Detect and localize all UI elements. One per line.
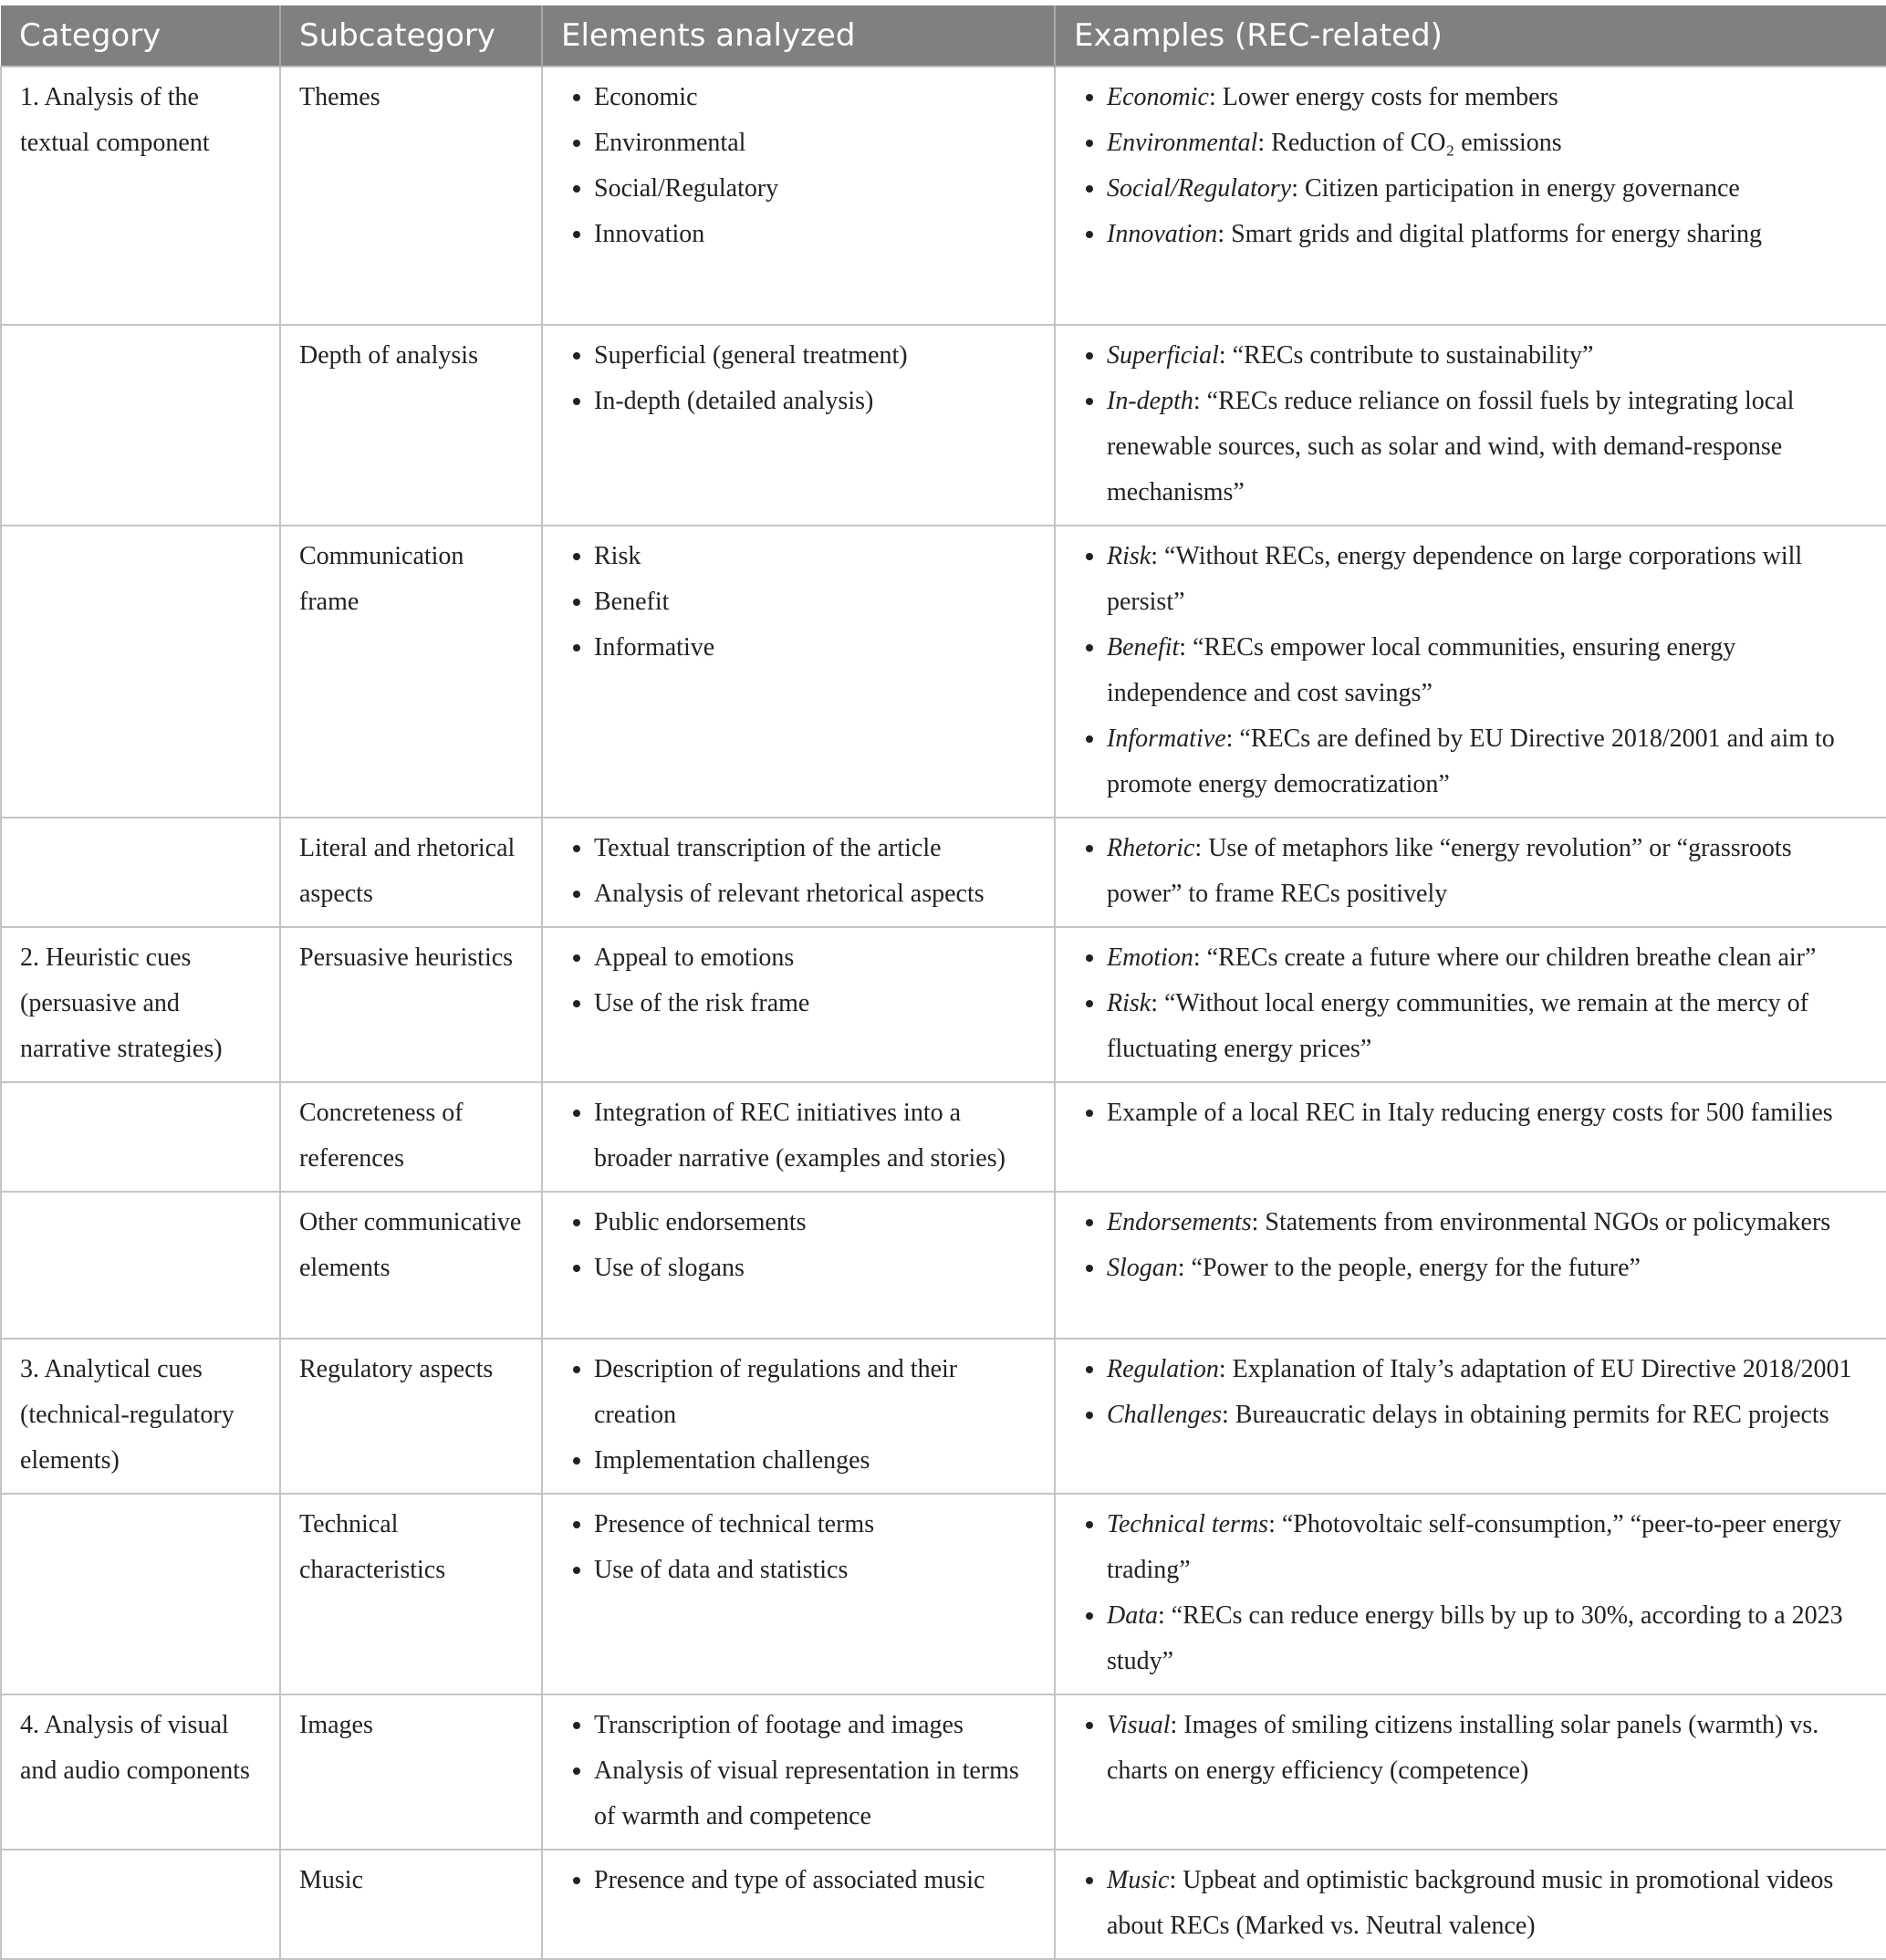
subcategory-cell: Themes <box>280 67 542 325</box>
table-row <box>1 1339 1886 1494</box>
elements-list <box>561 826 1036 917</box>
example-label: Slogan <box>1107 1254 1178 1282</box>
example-label: Economic <box>1107 83 1209 111</box>
example-text: : “RECs create a future where our children breathe clean air” <box>1193 944 1817 972</box>
element-item: • Economic <box>594 75 1036 120</box>
example-text: : Citizen participation in energy governance <box>1291 174 1740 203</box>
elements-cell <box>542 818 1055 927</box>
examples-list <box>1074 534 1868 808</box>
rec-analysis-table <box>0 5 1886 1960</box>
category-cell <box>1 325 280 526</box>
table-row <box>1 1494 1886 1694</box>
table-row <box>1 927 1886 1082</box>
example-text: : “RECs reduce reliance on fossil fuels by integrating local renewable sources, such as solar and wind, with demand-response mechanisms” <box>1107 387 1795 506</box>
example-text: Example of a local REC in Italy reducing energy costs for 500 families <box>1107 1099 1833 1127</box>
category-cell <box>1 1850 280 1959</box>
elements-list <box>561 333 1036 424</box>
example-text: : Upbeat and optimistic background music in promotional videos about RECs (Marked vs. Neutral valence) <box>1107 1866 1834 1940</box>
subcategory-cell: Regulatory aspects <box>280 1339 542 1494</box>
subcategory-cell: Images <box>280 1694 542 1850</box>
example-text: : “RECs can reduce energy bills by up to 30%, according to a 2023 study” <box>1107 1601 1843 1675</box>
category-cell <box>1 526 280 818</box>
element-item: • Use of the risk frame <box>594 981 1036 1027</box>
elements-cell <box>542 67 1055 325</box>
category-cell <box>1 1192 280 1339</box>
examples-cell <box>1055 1082 1886 1192</box>
elements-list <box>561 1200 1036 1291</box>
elements-cell <box>542 1339 1055 1494</box>
example-text: : Smart grids and digital platforms for energy sharing <box>1217 220 1763 248</box>
header-category: Category <box>1 5 280 67</box>
example-item <box>1107 1593 1868 1684</box>
example-label: Rhetoric <box>1107 834 1195 862</box>
example-label: Emotion <box>1107 944 1193 972</box>
table-row <box>1 818 1886 927</box>
examples-list <box>1074 75 1868 257</box>
category-cell: 3. Analytical cues (technical-regulatory elements) <box>1 1339 280 1494</box>
examples-list <box>1074 333 1868 516</box>
examples-cell <box>1055 927 1886 1082</box>
example-item <box>1107 75 1868 120</box>
example-item <box>1107 379 1868 516</box>
example-text: : “RECs contribute to sustainability” <box>1218 341 1594 370</box>
examples-list <box>1074 1858 1868 1949</box>
elements-list <box>561 1347 1036 1484</box>
example-text: : Use of metaphors like “energy revolution” or “grassroots power” to frame RECs positively <box>1107 834 1792 908</box>
example-text: : Lower energy costs for members <box>1208 83 1558 111</box>
example-item <box>1107 1090 1868 1136</box>
table-row <box>1 1192 1886 1339</box>
example-item <box>1107 166 1868 212</box>
element-item: • Description of regulations and their creation <box>594 1347 1036 1438</box>
examples-list <box>1074 1090 1868 1136</box>
elements-cell <box>542 1494 1055 1694</box>
element-item: • Social/Regulatory <box>594 166 1036 212</box>
category-cell <box>1 1494 280 1694</box>
example-item <box>1107 1347 1868 1392</box>
elements-list <box>561 935 1036 1027</box>
element-item: • Presence and type of associated music <box>594 1858 1036 1903</box>
example-item <box>1107 716 1868 808</box>
example-item <box>1107 1200 1868 1246</box>
table-row <box>1 1694 1886 1850</box>
subcategory-cell: Technical characteristics <box>280 1494 542 1694</box>
element-item: • Environmental <box>594 120 1036 166</box>
element-item: • Innovation <box>594 212 1036 257</box>
example-label: Data <box>1107 1601 1158 1630</box>
element-item: • Benefit <box>594 579 1036 625</box>
example-label: Benefit <box>1107 633 1180 662</box>
example-text: : “RECs empower local communities, ensuring energy independence and cost savings” <box>1107 633 1736 707</box>
element-item: • Integration of REC initiatives into a broader narrative (examples and stories) <box>594 1090 1036 1182</box>
examples-list <box>1074 1200 1868 1291</box>
example-text: : Images of smiling citizens installing solar panels (warmth) vs. charts on energy efficiency (competence) <box>1107 1711 1819 1785</box>
element-item: • Appeal to emotions <box>594 935 1036 981</box>
example-label: Challenges <box>1107 1401 1222 1429</box>
example-item <box>1107 1858 1868 1949</box>
elements-cell <box>542 1850 1055 1959</box>
elements-list <box>561 1703 1036 1840</box>
examples-list <box>1074 826 1868 917</box>
examples-cell <box>1055 1694 1886 1850</box>
example-item <box>1107 935 1868 981</box>
example-label: Regulation <box>1107 1355 1219 1383</box>
example-text: : “Photovoltaic self-consumption,” “peer-to-peer energy trading” <box>1107 1510 1841 1584</box>
elements-cell <box>542 325 1055 526</box>
table-row <box>1 1082 1886 1192</box>
category-cell: 4. Analysis of visual and audio components <box>1 1694 280 1850</box>
elements-list <box>561 1502 1036 1593</box>
element-item: • Public endorsements <box>594 1200 1036 1246</box>
elements-cell <box>542 526 1055 818</box>
example-label: Social/Regulatory <box>1107 174 1292 203</box>
examples-list <box>1074 935 1868 1072</box>
table-row <box>1 325 1886 526</box>
element-item: • Superficial (general treatment) <box>594 333 1036 379</box>
example-label: Innovation <box>1107 220 1218 248</box>
header-examples: Examples (REC-related) <box>1055 5 1886 67</box>
example-item <box>1107 212 1868 257</box>
category-cell <box>1 818 280 927</box>
element-item: • Use of data and statistics <box>594 1548 1036 1593</box>
examples-list <box>1074 1703 1868 1794</box>
example-text: : Statements from environmental NGOs or policymakers <box>1251 1208 1831 1236</box>
element-item: • Implementation challenges <box>594 1438 1036 1484</box>
element-item: • In-depth (detailed analysis) <box>594 379 1036 424</box>
example-label: In-depth <box>1107 387 1193 415</box>
element-item: • Use of slogans <box>594 1246 1036 1291</box>
elements-cell <box>542 1192 1055 1339</box>
example-text: : “Without local energy communities, we remain at the mercy of fluctuating energy prices” <box>1107 989 1808 1063</box>
example-label: Technical terms <box>1107 1510 1269 1538</box>
example-label: Risk <box>1107 989 1151 1017</box>
category-cell: 2. Heuristic cues (persuasive and narrative strategies) <box>1 927 280 1082</box>
element-item: • Informative <box>594 625 1036 671</box>
category-cell <box>1 1082 280 1192</box>
examples-cell <box>1055 1339 1886 1494</box>
example-item <box>1107 1392 1868 1438</box>
example-item <box>1107 1246 1868 1291</box>
examples-cell <box>1055 526 1886 818</box>
example-label: Informative <box>1107 725 1226 753</box>
subcategory-cell: Communication frame <box>280 526 542 818</box>
example-label: Visual <box>1107 1711 1171 1739</box>
element-item: • Risk <box>594 534 1036 579</box>
examples-cell <box>1055 1192 1886 1339</box>
example-label: Risk <box>1107 542 1151 570</box>
example-item <box>1107 534 1868 625</box>
example-text: : “Power to the people, energy for the future” <box>1177 1254 1641 1282</box>
example-text: : “Without RECs, energy dependence on large corporations will persist” <box>1107 542 1803 616</box>
elements-cell <box>542 1082 1055 1192</box>
examples-cell <box>1055 1494 1886 1694</box>
example-label: Music <box>1107 1866 1170 1894</box>
subcategory-cell: Other communicative elements <box>280 1192 542 1339</box>
header-subcategory: Subcategory <box>280 5 542 67</box>
example-item <box>1107 333 1868 379</box>
examples-cell <box>1055 818 1886 927</box>
example-label: Environmental <box>1107 129 1258 157</box>
table-row <box>1 67 1886 325</box>
subcategory-cell: Depth of analysis <box>280 325 542 526</box>
example-text: : “RECs are defined by EU Directive 2018/2001 and aim to promote energy democratization” <box>1107 725 1835 798</box>
subcategory-cell: Concreteness of references <box>280 1082 542 1192</box>
examples-list <box>1074 1502 1868 1684</box>
elements-cell <box>542 1694 1055 1850</box>
example-text: : Reduction of CO₂ emissions <box>1257 129 1562 157</box>
examples-list <box>1074 1347 1868 1438</box>
subcategory-cell: Music <box>280 1850 542 1959</box>
element-item: • Analysis of relevant rhetorical aspects <box>594 871 1036 917</box>
elements-list <box>561 75 1036 257</box>
examples-cell <box>1055 325 1886 526</box>
example-item <box>1107 1703 1868 1794</box>
examples-cell <box>1055 67 1886 325</box>
elements-list <box>561 534 1036 671</box>
example-item <box>1107 826 1868 917</box>
example-item <box>1107 625 1868 716</box>
example-label: Endorsements <box>1107 1208 1252 1236</box>
header-elements: Elements analyzed <box>542 5 1055 67</box>
subcategory-cell: Literal and rhetorical aspects <box>280 818 542 927</box>
example-item <box>1107 1502 1868 1593</box>
elements-list <box>561 1090 1036 1182</box>
examples-cell <box>1055 1850 1886 1959</box>
category-cell: 1. Analysis of the textual component <box>1 67 280 325</box>
table-row <box>1 526 1886 818</box>
element-item: • Transcription of footage and images <box>594 1703 1036 1748</box>
example-text: : Bureaucratic delays in obtaining permits for REC projects <box>1222 1401 1829 1429</box>
example-text: : Explanation of Italy’s adaptation of EU Directive 2018/2001 <box>1218 1355 1852 1383</box>
element-item: • Presence of technical terms <box>594 1502 1036 1548</box>
element-item: • Textual transcription of the article <box>594 826 1036 871</box>
elements-list <box>561 1858 1036 1903</box>
example-item <box>1107 981 1868 1072</box>
table-row <box>1 1850 1886 1959</box>
elements-cell <box>542 927 1055 1082</box>
example-item <box>1107 120 1868 166</box>
element-item: • Analysis of visual representation in terms of warmth and competence <box>594 1748 1036 1840</box>
header-row <box>1 5 1886 67</box>
subcategory-cell: Persuasive heuristics <box>280 927 542 1082</box>
example-label: Superficial <box>1107 341 1219 370</box>
